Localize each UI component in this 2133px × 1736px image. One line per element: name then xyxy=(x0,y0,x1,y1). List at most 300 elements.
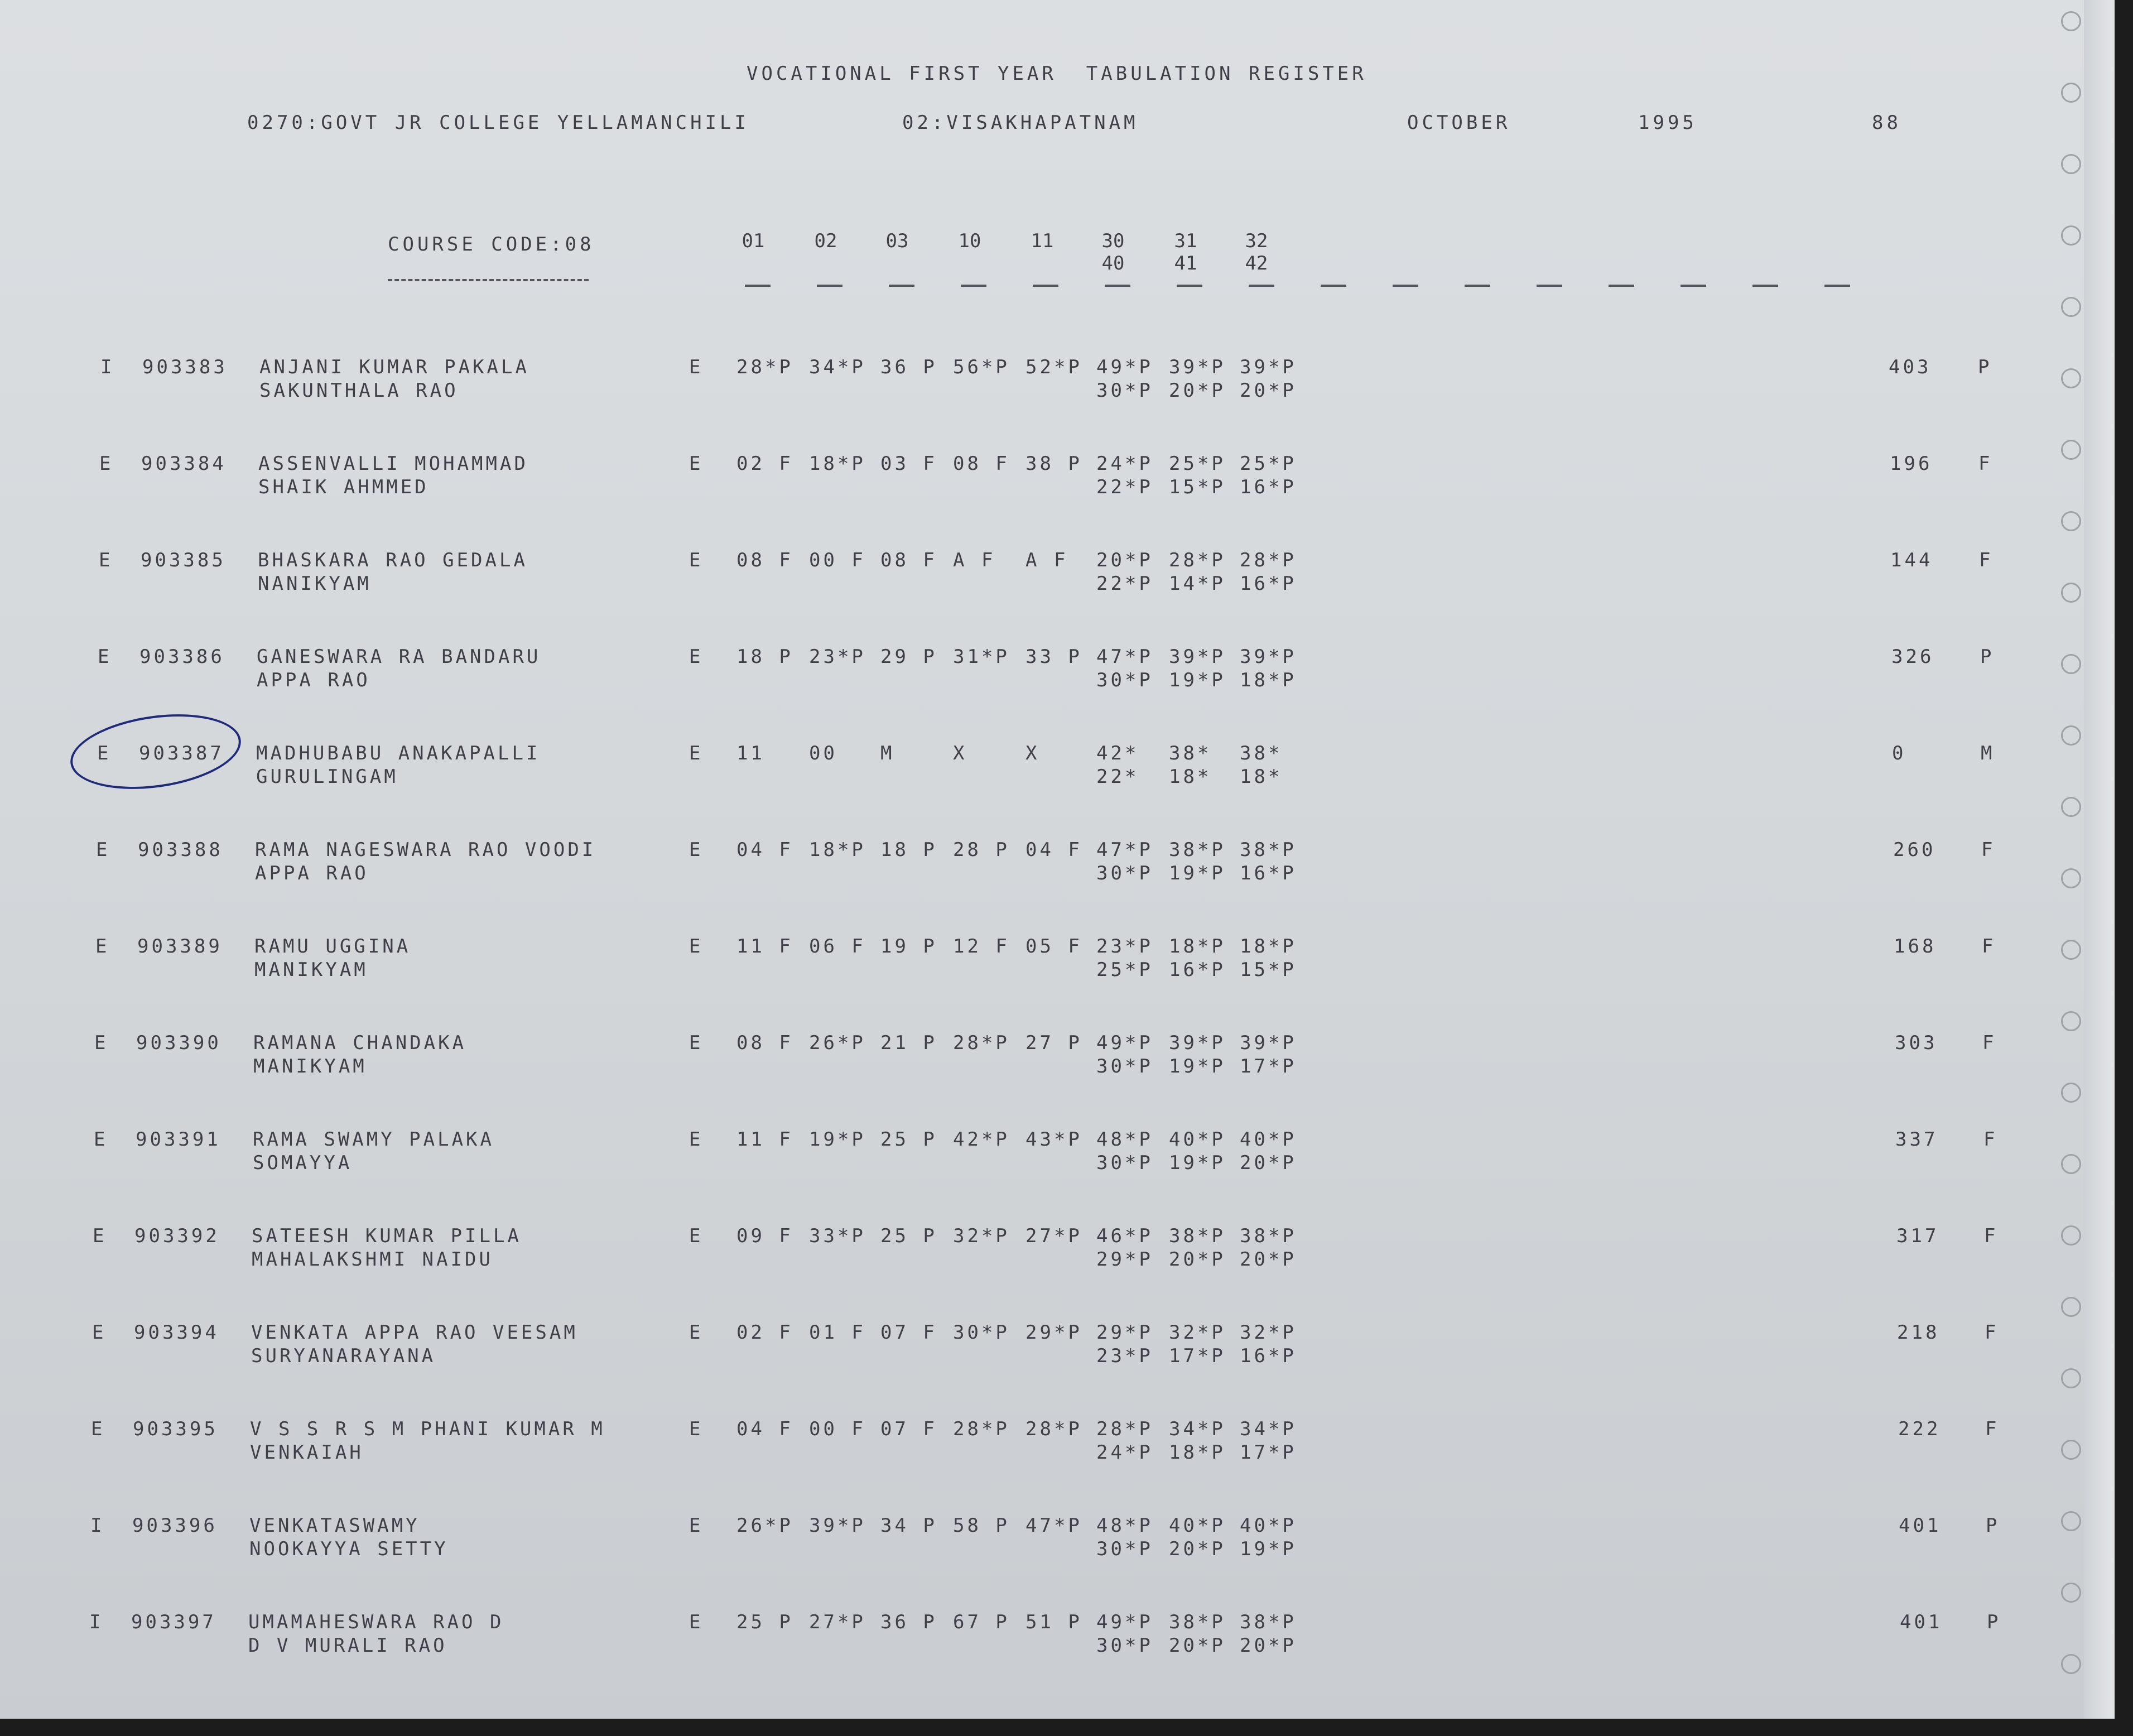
mark-03: 21 P xyxy=(880,1032,937,1054)
mark-41: 20*P xyxy=(1169,1248,1226,1271)
binder-hole xyxy=(2061,797,2081,817)
medium-code: E xyxy=(689,1321,704,1344)
mark-40: 30*P xyxy=(1096,1152,1153,1174)
mark-10: 31*P xyxy=(953,646,1010,668)
binder-hole xyxy=(2061,154,2081,174)
column-dash xyxy=(1249,285,1274,287)
medium-code: E xyxy=(689,1225,704,1247)
column-dash xyxy=(1321,285,1346,287)
course-code: COURSE CODE:08 xyxy=(388,233,595,256)
mark-30: 23*P xyxy=(1096,935,1153,958)
mark-41: 14*P xyxy=(1169,573,1226,595)
mark-01: 26*P xyxy=(736,1514,793,1537)
column-header-31: 31 xyxy=(1174,230,1197,252)
column-header-10: 10 xyxy=(958,230,981,252)
total-marks: 401 xyxy=(1900,1611,1943,1633)
column-dash xyxy=(817,285,842,287)
mark-32: 38* xyxy=(1240,742,1283,764)
mark-42: 16*P xyxy=(1240,1345,1297,1367)
total-marks: 317 xyxy=(1896,1225,1939,1247)
exam-month: OCTOBER xyxy=(1407,112,1511,134)
mark-10: 12 F xyxy=(953,935,1010,958)
mark-30: 46*P xyxy=(1096,1225,1153,1247)
mark-32: 39*P xyxy=(1240,356,1297,378)
student-name: RAMU UGGINA xyxy=(254,935,411,958)
column-header-32: 32 xyxy=(1245,230,1268,252)
mark-30: 48*P xyxy=(1096,1128,1153,1151)
binder-hole xyxy=(2061,583,2081,603)
binder-hole xyxy=(2061,1440,2081,1460)
result-code: F xyxy=(1982,1032,1997,1054)
medium-code: E xyxy=(689,356,704,378)
mark-40: 30*P xyxy=(1096,862,1153,884)
college-name: 0270:GOVT JR COLLEGE YELLAMANCHILI xyxy=(247,112,749,134)
binder-hole xyxy=(2061,1011,2081,1031)
student-name: BHASKARA RAO GEDALA xyxy=(258,549,528,571)
mark-11: X xyxy=(1025,742,1040,764)
medium-code: E xyxy=(689,839,704,861)
student-record xyxy=(0,839,2115,895)
mark-41: 19*P xyxy=(1169,1055,1226,1078)
course-underline xyxy=(388,279,589,281)
mark-42: 18* xyxy=(1240,766,1283,788)
mark-41: 19*P xyxy=(1169,862,1226,884)
result-code: P xyxy=(1978,356,1992,378)
binder-hole xyxy=(2061,1654,2081,1674)
student-name: ASSENVALLI MOHAMMAD xyxy=(258,453,528,475)
category-code: E xyxy=(93,1225,107,1247)
column-subheader-42: 42 xyxy=(1245,252,1268,275)
result-code: F xyxy=(1979,549,1994,571)
parent-name: SHAIK AHMMED xyxy=(258,476,429,498)
mark-30: 49*P xyxy=(1096,1611,1153,1633)
mark-10: 28*P xyxy=(953,1418,1010,1440)
binder-hole xyxy=(2061,1511,2081,1531)
mark-02: 26*P xyxy=(809,1032,866,1054)
mark-40: 22* xyxy=(1096,766,1139,788)
mark-03: 03 F xyxy=(880,453,937,475)
medium-code: E xyxy=(689,1128,704,1151)
mark-40: 23*P xyxy=(1096,1345,1153,1367)
mark-30: 20*P xyxy=(1096,549,1153,571)
mark-41: 19*P xyxy=(1169,1152,1226,1174)
binder-hole xyxy=(2061,440,2081,460)
category-code: E xyxy=(96,839,110,861)
district-name: 02:VISAKHAPATNAM xyxy=(902,112,1139,134)
mark-01: 04 F xyxy=(736,839,793,861)
column-dash xyxy=(1033,285,1058,287)
student-name: UMAMAHESWARA RAO D xyxy=(248,1611,504,1633)
mark-11: 04 F xyxy=(1025,839,1082,861)
result-code: F xyxy=(1981,839,1996,861)
column-dash xyxy=(1105,285,1130,287)
parent-name: NOOKAYYA SETTY xyxy=(249,1538,449,1560)
mark-11: 28*P xyxy=(1025,1418,1082,1440)
binder-hole xyxy=(2061,368,2081,388)
mark-31: 39*P xyxy=(1169,356,1226,378)
column-dash xyxy=(1609,285,1634,287)
parent-name: SURYANARAYANA xyxy=(251,1345,436,1367)
parent-name: VENKAIAH xyxy=(250,1441,364,1464)
mark-40: 30*P xyxy=(1096,1634,1153,1657)
roll-number: 903391 xyxy=(136,1128,221,1151)
mark-11: 27 P xyxy=(1025,1032,1082,1054)
student-record xyxy=(0,1225,2115,1281)
mark-31: 38*P xyxy=(1169,1611,1226,1633)
mark-41: 20*P xyxy=(1169,379,1226,402)
roll-number: 903385 xyxy=(141,549,226,571)
column-header-03: 03 xyxy=(885,230,909,252)
column-dash xyxy=(1752,285,1778,287)
roll-number: 903384 xyxy=(141,453,227,475)
result-code: F xyxy=(1984,1225,1999,1247)
roll-number: 903388 xyxy=(138,839,223,861)
binder-hole xyxy=(2061,297,2081,317)
roll-number: 903386 xyxy=(139,646,225,668)
binder-hole xyxy=(2061,1083,2081,1103)
student-name: GANESWARA RA BANDARU xyxy=(257,646,541,668)
roll-number: 903392 xyxy=(134,1225,220,1247)
column-header-01: 01 xyxy=(742,230,765,252)
total-marks: 168 xyxy=(1894,935,1937,958)
result-code: F xyxy=(1985,1321,1999,1344)
mark-31: 40*P xyxy=(1169,1514,1226,1537)
column-header-02: 02 xyxy=(814,230,837,252)
mark-03: 36 P xyxy=(880,1611,937,1633)
mark-10: 42*P xyxy=(953,1128,1010,1151)
total-marks: 144 xyxy=(1890,549,1933,571)
mark-32: 32*P xyxy=(1240,1321,1297,1344)
mark-11: 51 P xyxy=(1025,1611,1082,1633)
total-marks: 260 xyxy=(1893,839,1936,861)
total-marks: 401 xyxy=(1899,1514,1942,1537)
mark-31: 34*P xyxy=(1169,1418,1226,1440)
mark-01: 08 F xyxy=(736,549,793,571)
mark-03: 08 F xyxy=(880,549,937,571)
register-title: VOCATIONAL FIRST YEAR TABULATION REGISTER xyxy=(747,62,1367,85)
mark-32: 39*P xyxy=(1240,1032,1297,1054)
mark-30: 47*P xyxy=(1096,839,1153,861)
mark-31: 38* xyxy=(1169,742,1212,764)
roll-number: 903390 xyxy=(136,1032,222,1054)
mark-42: 20*P xyxy=(1240,379,1297,402)
column-dash xyxy=(1393,285,1418,287)
mark-42: 20*P xyxy=(1240,1248,1297,1271)
column-dash xyxy=(745,285,771,287)
parent-name: NANIKYAM xyxy=(258,573,372,595)
mark-31: 28*P xyxy=(1169,549,1226,571)
mark-31: 38*P xyxy=(1169,839,1226,861)
parent-name: SAKUNTHALA RAO xyxy=(259,379,459,402)
mark-02: 06 F xyxy=(809,935,866,958)
parent-name: MANIKYAM xyxy=(253,1055,367,1078)
mark-40: 30*P xyxy=(1096,379,1153,402)
mark-32: 28*P xyxy=(1240,549,1297,571)
mark-03: 07 F xyxy=(880,1321,937,1344)
mark-11: 33 P xyxy=(1025,646,1082,668)
column-dash xyxy=(1537,285,1562,287)
mark-11: 29*P xyxy=(1025,1321,1082,1344)
mark-01: 18 P xyxy=(736,646,793,668)
binder-hole xyxy=(2061,1297,2081,1317)
column-dash xyxy=(1681,285,1706,287)
mark-42: 19*P xyxy=(1240,1538,1297,1560)
parent-name: APPA RAO xyxy=(257,669,370,691)
mark-10: X xyxy=(953,742,967,764)
mark-01: 11 F xyxy=(736,1128,793,1151)
total-marks: 222 xyxy=(1898,1418,1941,1440)
mark-03: 36 P xyxy=(880,356,937,378)
student-name: RAMA NAGESWARA RAO VOODI xyxy=(255,839,596,861)
category-code: I xyxy=(90,1514,105,1537)
result-code: P xyxy=(1980,646,1995,668)
roll-number: 903397 xyxy=(131,1611,216,1633)
student-name: V S S R S M PHANI KUMAR M xyxy=(250,1418,605,1440)
column-dash xyxy=(1465,285,1490,287)
mark-32: 39*P xyxy=(1240,646,1297,668)
mark-31: 39*P xyxy=(1169,1032,1226,1054)
roll-number: 903394 xyxy=(134,1321,219,1344)
mark-01: 09 F xyxy=(736,1225,793,1247)
mark-41: 20*P xyxy=(1169,1634,1226,1657)
column-dash xyxy=(889,285,914,287)
total-marks: 326 xyxy=(1891,646,1934,668)
mark-02: 00 F xyxy=(809,1418,866,1440)
binder-hole xyxy=(2061,868,2081,888)
roll-number: 903383 xyxy=(142,356,228,378)
mark-03: 34 P xyxy=(880,1514,937,1537)
binder-hole xyxy=(2061,654,2081,674)
result-code: M xyxy=(1981,742,1995,764)
student-record xyxy=(0,935,2115,991)
student-record xyxy=(0,646,2115,701)
medium-code: E xyxy=(689,1611,704,1633)
mark-03: M xyxy=(880,742,895,764)
mark-30: 49*P xyxy=(1096,1032,1153,1054)
mark-01: 04 F xyxy=(736,1418,793,1440)
mark-41: 19*P xyxy=(1169,669,1226,691)
student-name: MADHUBABU ANAKAPALLI xyxy=(256,742,541,764)
mark-11: 05 F xyxy=(1025,935,1082,958)
column-header-30: 30 xyxy=(1101,230,1125,252)
parent-name: D V MURALI RAO xyxy=(248,1634,447,1657)
mark-32: 38*P xyxy=(1240,1611,1297,1633)
mark-30: 48*P xyxy=(1096,1514,1153,1537)
mark-10: 56*P xyxy=(953,356,1010,378)
category-code: E xyxy=(99,549,113,571)
mark-02: 19*P xyxy=(809,1128,866,1151)
column-dash xyxy=(961,285,986,287)
student-record xyxy=(0,1514,2115,1570)
parent-name: APPA RAO xyxy=(255,862,369,884)
mark-40: 30*P xyxy=(1096,669,1153,691)
mark-42: 20*P xyxy=(1240,1634,1297,1657)
mark-02: 18*P xyxy=(809,839,866,861)
roll-number: 903389 xyxy=(137,935,223,958)
result-code: P xyxy=(1987,1611,2001,1633)
mark-01: 02 F xyxy=(736,1321,793,1344)
mark-10: 08 F xyxy=(953,453,1010,475)
binder-hole xyxy=(2061,83,2081,103)
mark-11: 47*P xyxy=(1025,1514,1082,1537)
mark-40: 24*P xyxy=(1096,1441,1153,1464)
student-record xyxy=(0,1418,2115,1474)
medium-code: E xyxy=(689,453,704,475)
mark-02: 23*P xyxy=(809,646,866,668)
mark-42: 18*P xyxy=(1240,669,1297,691)
mark-32: 25*P xyxy=(1240,453,1297,475)
category-code: E xyxy=(95,935,110,958)
mark-40: 25*P xyxy=(1096,959,1153,981)
mark-01: 11 F xyxy=(736,935,793,958)
student-record xyxy=(0,549,2115,605)
mark-31: 25*P xyxy=(1169,453,1226,475)
mark-02: 00 F xyxy=(809,549,866,571)
mark-01: 28*P xyxy=(736,356,793,378)
mark-30: 42* xyxy=(1096,742,1139,764)
total-marks: 303 xyxy=(1895,1032,1938,1054)
mark-10: 28*P xyxy=(953,1032,1010,1054)
mark-11: 43*P xyxy=(1025,1128,1082,1151)
binder-hole xyxy=(2061,1368,2081,1388)
mark-10: 67 P xyxy=(953,1611,1010,1633)
result-code: F xyxy=(1978,453,1993,475)
mark-41: 20*P xyxy=(1169,1538,1226,1560)
mark-30: 29*P xyxy=(1096,1321,1153,1344)
total-marks: 337 xyxy=(1895,1128,1938,1151)
student-name: ANJANI KUMAR PAKALA xyxy=(259,356,529,378)
student-record xyxy=(0,1321,2115,1377)
student-name: VENKATA APPA RAO VEESAM xyxy=(251,1321,578,1344)
column-subheader-40: 40 xyxy=(1101,252,1125,275)
mark-32: 34*P xyxy=(1240,1418,1297,1440)
mark-42: 17*P xyxy=(1240,1441,1297,1464)
mark-02: 01 F xyxy=(809,1321,866,1344)
student-name: RAMANA CHANDAKA xyxy=(253,1032,467,1054)
mark-32: 18*P xyxy=(1240,935,1297,958)
parent-name: MAHALAKSHMI NAIDU xyxy=(252,1248,493,1271)
mark-41: 18* xyxy=(1169,766,1212,788)
medium-code: E xyxy=(689,1514,704,1537)
mark-42: 20*P xyxy=(1240,1152,1297,1174)
mark-02: 18*P xyxy=(809,453,866,475)
mark-03: 18 P xyxy=(880,839,937,861)
student-record xyxy=(0,1611,2115,1667)
page-number: 88 xyxy=(1872,112,1901,134)
category-code: E xyxy=(94,1032,109,1054)
mark-03: 25 P xyxy=(880,1225,937,1247)
medium-code: E xyxy=(689,549,704,571)
category-code: E xyxy=(97,742,112,764)
mark-32: 38*P xyxy=(1240,1225,1297,1247)
mark-03: 07 F xyxy=(880,1418,937,1440)
mark-30: 28*P xyxy=(1096,1418,1153,1440)
mark-02: 00 xyxy=(809,742,837,764)
student-record xyxy=(0,453,2115,508)
column-dash xyxy=(1177,285,1202,287)
mark-41: 16*P xyxy=(1169,959,1226,981)
student-name: VENKATASWAMY xyxy=(249,1514,420,1537)
medium-code: E xyxy=(689,1032,704,1054)
mark-31: 40*P xyxy=(1169,1128,1226,1151)
mark-40: 30*P xyxy=(1096,1055,1153,1078)
mark-01: 02 F xyxy=(736,453,793,475)
mark-40: 22*P xyxy=(1096,476,1153,498)
total-marks: 218 xyxy=(1897,1321,1940,1344)
roll-number: 903395 xyxy=(133,1418,218,1440)
binder-hole xyxy=(2061,1225,2081,1246)
student-record xyxy=(0,1032,2115,1088)
mark-30: 47*P xyxy=(1096,646,1153,668)
total-marks: 403 xyxy=(1889,356,1932,378)
mark-10: 32*P xyxy=(953,1225,1010,1247)
category-code: I xyxy=(89,1611,104,1633)
mark-40: 30*P xyxy=(1096,1538,1153,1560)
student-name: RAMA SWAMY PALAKA xyxy=(253,1128,494,1151)
category-code: I xyxy=(100,356,115,378)
mark-42: 15*P xyxy=(1240,959,1297,981)
mark-31: 18*P xyxy=(1169,935,1226,958)
binder-hole xyxy=(2061,725,2081,746)
student-record xyxy=(0,1128,2115,1184)
mark-10: 58 P xyxy=(953,1514,1010,1537)
column-header-11: 11 xyxy=(1031,230,1054,252)
mark-32: 40*P xyxy=(1240,1128,1297,1151)
mark-31: 38*P xyxy=(1169,1225,1226,1247)
category-code: E xyxy=(99,453,114,475)
mark-41: 15*P xyxy=(1169,476,1226,498)
result-code: F xyxy=(1985,1418,2000,1440)
mark-02: 34*P xyxy=(809,356,866,378)
medium-code: E xyxy=(689,935,704,958)
mark-41: 17*P xyxy=(1169,1345,1226,1367)
mark-01: 25 P xyxy=(736,1611,793,1633)
binder-hole xyxy=(2061,1583,2081,1603)
mark-11: 38 P xyxy=(1025,453,1082,475)
mark-11: 52*P xyxy=(1025,356,1082,378)
mark-40: 29*P xyxy=(1096,1248,1153,1271)
mark-01: 08 F xyxy=(736,1032,793,1054)
mark-42: 16*P xyxy=(1240,862,1297,884)
category-code: E xyxy=(91,1418,105,1440)
result-code: P xyxy=(1986,1514,2000,1537)
mark-42: 16*P xyxy=(1240,476,1297,498)
mark-11: A F xyxy=(1025,549,1068,571)
category-code: E xyxy=(94,1128,108,1151)
mark-32: 38*P xyxy=(1240,839,1297,861)
mark-42: 17*P xyxy=(1240,1055,1297,1078)
parent-name: GURULINGAM xyxy=(256,766,398,788)
binder-hole xyxy=(2061,225,2081,246)
exam-year: 1995 xyxy=(1638,112,1697,134)
mark-01: 11 xyxy=(736,742,765,764)
mark-03: 19 P xyxy=(880,935,937,958)
mark-03: 29 P xyxy=(880,646,937,668)
mark-31: 39*P xyxy=(1169,646,1226,668)
mark-02: 39*P xyxy=(809,1514,866,1537)
medium-code: E xyxy=(689,742,704,764)
result-code: F xyxy=(1982,935,1996,958)
roll-number: 903387 xyxy=(139,742,224,764)
category-code: E xyxy=(92,1321,107,1344)
mark-03: 25 P xyxy=(880,1128,937,1151)
mark-41: 18*P xyxy=(1169,1441,1226,1464)
total-marks: 0 xyxy=(1892,742,1906,764)
mark-10: 30*P xyxy=(953,1321,1010,1344)
column-subheader-41: 41 xyxy=(1174,252,1197,275)
mark-11: 27*P xyxy=(1025,1225,1082,1247)
binder-hole xyxy=(2061,511,2081,531)
